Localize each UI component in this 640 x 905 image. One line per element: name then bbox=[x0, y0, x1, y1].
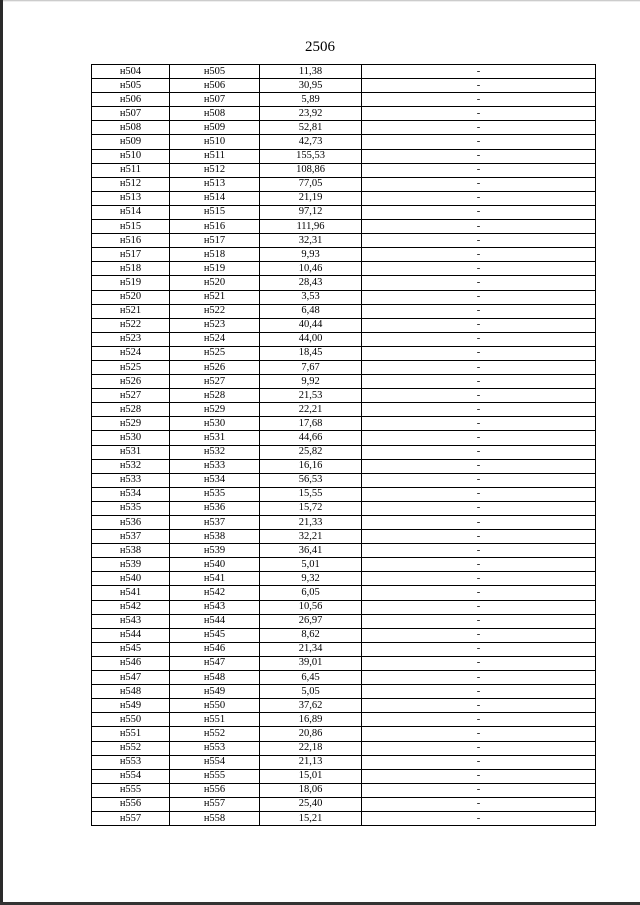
to-point-cell: н525 bbox=[170, 346, 260, 360]
from-point-cell: н524 bbox=[92, 346, 170, 360]
table-row bbox=[92, 600, 596, 614]
table-row bbox=[92, 741, 596, 755]
from-point-cell: н528 bbox=[92, 403, 170, 417]
note-cell: - bbox=[362, 403, 596, 417]
table-row bbox=[92, 755, 596, 769]
from-point-cell: н557 bbox=[92, 811, 170, 825]
from-point-cell: н507 bbox=[92, 107, 170, 121]
from-point-cell: н549 bbox=[92, 699, 170, 713]
to-point-cell: н509 bbox=[170, 121, 260, 135]
table-row bbox=[92, 262, 596, 276]
to-point-cell: н536 bbox=[170, 501, 260, 515]
length-cell: 32,31 bbox=[260, 234, 362, 248]
table-row bbox=[92, 431, 596, 445]
length-cell: 52,81 bbox=[260, 121, 362, 135]
note-cell: - bbox=[362, 516, 596, 530]
from-point-cell: н553 bbox=[92, 755, 170, 769]
length-cell: 111,96 bbox=[260, 220, 362, 234]
from-point-cell: н516 bbox=[92, 234, 170, 248]
from-point-cell: н509 bbox=[92, 135, 170, 149]
note-cell: - bbox=[362, 375, 596, 389]
table-row bbox=[92, 375, 596, 389]
note-cell: - bbox=[362, 389, 596, 403]
from-point-cell: н521 bbox=[92, 304, 170, 318]
to-point-cell: н538 bbox=[170, 530, 260, 544]
note-cell: - bbox=[362, 699, 596, 713]
table-row bbox=[92, 417, 596, 431]
note-cell: - bbox=[362, 713, 596, 727]
table-row bbox=[92, 614, 596, 628]
from-point-cell: н537 bbox=[92, 530, 170, 544]
length-cell: 25,82 bbox=[260, 445, 362, 459]
note-cell: - bbox=[362, 459, 596, 473]
note-cell: - bbox=[362, 656, 596, 670]
table-row bbox=[92, 642, 596, 656]
table-row bbox=[92, 459, 596, 473]
note-cell: - bbox=[362, 572, 596, 586]
to-point-cell: н542 bbox=[170, 586, 260, 600]
length-cell: 42,73 bbox=[260, 135, 362, 149]
note-cell: - bbox=[362, 741, 596, 755]
to-point-cell: н532 bbox=[170, 445, 260, 459]
from-point-cell: н536 bbox=[92, 516, 170, 530]
table-row bbox=[92, 530, 596, 544]
table-row bbox=[92, 811, 596, 825]
table-row bbox=[92, 797, 596, 811]
table-row bbox=[92, 290, 596, 304]
note-cell: - bbox=[362, 685, 596, 699]
from-point-cell: н517 bbox=[92, 248, 170, 262]
length-cell: 36,41 bbox=[260, 544, 362, 558]
from-point-cell: н529 bbox=[92, 417, 170, 431]
length-cell: 5,01 bbox=[260, 558, 362, 572]
length-cell: 5,89 bbox=[260, 93, 362, 107]
to-point-cell: н513 bbox=[170, 177, 260, 191]
note-cell: - bbox=[362, 107, 596, 121]
coordinates-table bbox=[91, 64, 596, 826]
to-point-cell: н543 bbox=[170, 600, 260, 614]
table-row bbox=[92, 473, 596, 487]
length-cell: 16,89 bbox=[260, 713, 362, 727]
from-point-cell: н522 bbox=[92, 318, 170, 332]
to-point-cell: н516 bbox=[170, 220, 260, 234]
from-point-cell: н526 bbox=[92, 375, 170, 389]
length-cell: 108,86 bbox=[260, 163, 362, 177]
length-cell: 15,01 bbox=[260, 769, 362, 783]
table-row bbox=[92, 360, 596, 374]
note-cell: - bbox=[362, 65, 596, 79]
from-point-cell: н504 bbox=[92, 65, 170, 79]
note-cell: - bbox=[362, 628, 596, 642]
table-row bbox=[92, 332, 596, 346]
table-row bbox=[92, 713, 596, 727]
from-point-cell: н518 bbox=[92, 262, 170, 276]
length-cell: 10,46 bbox=[260, 262, 362, 276]
note-cell: - bbox=[362, 811, 596, 825]
length-cell: 17,68 bbox=[260, 417, 362, 431]
to-point-cell: н522 bbox=[170, 304, 260, 318]
table-row bbox=[92, 501, 596, 515]
table-row bbox=[92, 586, 596, 600]
scan-edge-left bbox=[0, 0, 3, 905]
length-cell: 15,72 bbox=[260, 501, 362, 515]
from-point-cell: н515 bbox=[92, 220, 170, 234]
note-cell: - bbox=[362, 530, 596, 544]
note-cell: - bbox=[362, 177, 596, 191]
to-point-cell: н544 bbox=[170, 614, 260, 628]
table-row bbox=[92, 149, 596, 163]
note-cell: - bbox=[362, 544, 596, 558]
note-cell: - bbox=[362, 783, 596, 797]
length-cell: 20,86 bbox=[260, 727, 362, 741]
from-point-cell: н542 bbox=[92, 600, 170, 614]
length-cell: 18,45 bbox=[260, 346, 362, 360]
table-row bbox=[92, 107, 596, 121]
table-row bbox=[92, 79, 596, 93]
note-cell: - bbox=[362, 135, 596, 149]
table-row bbox=[92, 318, 596, 332]
length-cell: 97,12 bbox=[260, 205, 362, 219]
length-cell: 6,05 bbox=[260, 586, 362, 600]
table-body bbox=[92, 65, 596, 826]
length-cell: 21,13 bbox=[260, 755, 362, 769]
to-point-cell: н557 bbox=[170, 797, 260, 811]
to-point-cell: н508 bbox=[170, 107, 260, 121]
length-cell: 44,66 bbox=[260, 431, 362, 445]
to-point-cell: н555 bbox=[170, 769, 260, 783]
from-point-cell: н555 bbox=[92, 783, 170, 797]
to-point-cell: н531 bbox=[170, 431, 260, 445]
length-cell: 11,38 bbox=[260, 65, 362, 79]
from-point-cell: н514 bbox=[92, 205, 170, 219]
table-row bbox=[92, 276, 596, 290]
from-point-cell: н546 bbox=[92, 656, 170, 670]
from-point-cell: н520 bbox=[92, 290, 170, 304]
from-point-cell: н510 bbox=[92, 149, 170, 163]
note-cell: - bbox=[362, 121, 596, 135]
from-point-cell: н552 bbox=[92, 741, 170, 755]
length-cell: 28,43 bbox=[260, 276, 362, 290]
length-cell: 8,62 bbox=[260, 628, 362, 642]
to-point-cell: н506 bbox=[170, 79, 260, 93]
note-cell: - bbox=[362, 205, 596, 219]
table-row bbox=[92, 135, 596, 149]
from-point-cell: н525 bbox=[92, 360, 170, 374]
to-point-cell: н512 bbox=[170, 163, 260, 177]
note-cell: - bbox=[362, 586, 596, 600]
from-point-cell: н543 bbox=[92, 614, 170, 628]
to-point-cell: н548 bbox=[170, 671, 260, 685]
from-point-cell: н538 bbox=[92, 544, 170, 558]
to-point-cell: н515 bbox=[170, 205, 260, 219]
note-cell: - bbox=[362, 558, 596, 572]
length-cell: 18,06 bbox=[260, 783, 362, 797]
table-row bbox=[92, 65, 596, 79]
length-cell: 9,93 bbox=[260, 248, 362, 262]
to-point-cell: н533 bbox=[170, 459, 260, 473]
to-point-cell: н510 bbox=[170, 135, 260, 149]
length-cell: 5,05 bbox=[260, 685, 362, 699]
to-point-cell: н519 bbox=[170, 262, 260, 276]
to-point-cell: н554 bbox=[170, 755, 260, 769]
table-row bbox=[92, 234, 596, 248]
length-cell: 56,53 bbox=[260, 473, 362, 487]
to-point-cell: н547 bbox=[170, 656, 260, 670]
note-cell: - bbox=[362, 248, 596, 262]
table-row bbox=[92, 656, 596, 670]
note-cell: - bbox=[362, 671, 596, 685]
length-cell: 6,45 bbox=[260, 671, 362, 685]
from-point-cell: н544 bbox=[92, 628, 170, 642]
to-point-cell: н553 bbox=[170, 741, 260, 755]
note-cell: - bbox=[362, 473, 596, 487]
length-cell: 77,05 bbox=[260, 177, 362, 191]
table-row bbox=[92, 346, 596, 360]
to-point-cell: н537 bbox=[170, 516, 260, 530]
note-cell: - bbox=[362, 304, 596, 318]
length-cell: 21,19 bbox=[260, 191, 362, 205]
from-point-cell: н533 bbox=[92, 473, 170, 487]
from-point-cell: н519 bbox=[92, 276, 170, 290]
from-point-cell: н532 bbox=[92, 459, 170, 473]
from-point-cell: н534 bbox=[92, 487, 170, 501]
table-row bbox=[92, 389, 596, 403]
length-cell: 26,97 bbox=[260, 614, 362, 628]
from-point-cell: н551 bbox=[92, 727, 170, 741]
from-point-cell: н531 bbox=[92, 445, 170, 459]
table-row bbox=[92, 163, 596, 177]
note-cell: - bbox=[362, 262, 596, 276]
table-row bbox=[92, 628, 596, 642]
to-point-cell: н526 bbox=[170, 360, 260, 374]
to-point-cell: н534 bbox=[170, 473, 260, 487]
from-point-cell: н512 bbox=[92, 177, 170, 191]
note-cell: - bbox=[362, 191, 596, 205]
table-row bbox=[92, 487, 596, 501]
note-cell: - bbox=[362, 332, 596, 346]
note-cell: - bbox=[362, 727, 596, 741]
to-point-cell: н549 bbox=[170, 685, 260, 699]
from-point-cell: н508 bbox=[92, 121, 170, 135]
note-cell: - bbox=[362, 769, 596, 783]
to-point-cell: н517 bbox=[170, 234, 260, 248]
note-cell: - bbox=[362, 642, 596, 656]
from-point-cell: н547 bbox=[92, 671, 170, 685]
to-point-cell: н530 bbox=[170, 417, 260, 431]
table-row bbox=[92, 248, 596, 262]
table-row bbox=[92, 769, 596, 783]
length-cell: 6,48 bbox=[260, 304, 362, 318]
table-row bbox=[92, 516, 596, 530]
note-cell: - bbox=[362, 318, 596, 332]
to-point-cell: н556 bbox=[170, 783, 260, 797]
table-row bbox=[92, 671, 596, 685]
length-cell: 32,21 bbox=[260, 530, 362, 544]
length-cell: 22,18 bbox=[260, 741, 362, 755]
note-cell: - bbox=[362, 417, 596, 431]
note-cell: - bbox=[362, 234, 596, 248]
from-point-cell: н527 bbox=[92, 389, 170, 403]
to-point-cell: н541 bbox=[170, 572, 260, 586]
to-point-cell: н550 bbox=[170, 699, 260, 713]
length-cell: 9,92 bbox=[260, 375, 362, 389]
table-row bbox=[92, 685, 596, 699]
note-cell: - bbox=[362, 797, 596, 811]
length-cell: 39,01 bbox=[260, 656, 362, 670]
to-point-cell: н528 bbox=[170, 389, 260, 403]
note-cell: - bbox=[362, 79, 596, 93]
note-cell: - bbox=[362, 149, 596, 163]
to-point-cell: н540 bbox=[170, 558, 260, 572]
note-cell: - bbox=[362, 614, 596, 628]
to-point-cell: н520 bbox=[170, 276, 260, 290]
table-row bbox=[92, 558, 596, 572]
note-cell: - bbox=[362, 290, 596, 304]
to-point-cell: н507 bbox=[170, 93, 260, 107]
from-point-cell: н556 bbox=[92, 797, 170, 811]
note-cell: - bbox=[362, 360, 596, 374]
table-row bbox=[92, 205, 596, 219]
from-point-cell: н513 bbox=[92, 191, 170, 205]
length-cell: 16,16 bbox=[260, 459, 362, 473]
table-row bbox=[92, 177, 596, 191]
note-cell: - bbox=[362, 445, 596, 459]
to-point-cell: н546 bbox=[170, 642, 260, 656]
table-row bbox=[92, 727, 596, 741]
length-cell: 25,40 bbox=[260, 797, 362, 811]
length-cell: 23,92 bbox=[260, 107, 362, 121]
from-point-cell: н550 bbox=[92, 713, 170, 727]
to-point-cell: н552 bbox=[170, 727, 260, 741]
note-cell: - bbox=[362, 93, 596, 107]
from-point-cell: н545 bbox=[92, 642, 170, 656]
length-cell: 15,21 bbox=[260, 811, 362, 825]
to-point-cell: н514 bbox=[170, 191, 260, 205]
from-point-cell: н506 bbox=[92, 93, 170, 107]
note-cell: - bbox=[362, 755, 596, 769]
to-point-cell: н551 bbox=[170, 713, 260, 727]
length-cell: 7,67 bbox=[260, 360, 362, 374]
note-cell: - bbox=[362, 501, 596, 515]
to-point-cell: н511 bbox=[170, 149, 260, 163]
to-point-cell: н535 bbox=[170, 487, 260, 501]
length-cell: 21,34 bbox=[260, 642, 362, 656]
from-point-cell: н535 bbox=[92, 501, 170, 515]
note-cell: - bbox=[362, 163, 596, 177]
length-cell: 9,32 bbox=[260, 572, 362, 586]
length-cell: 3,53 bbox=[260, 290, 362, 304]
from-point-cell: н554 bbox=[92, 769, 170, 783]
page-number: 2506 bbox=[305, 39, 335, 55]
from-point-cell: н511 bbox=[92, 163, 170, 177]
table-row bbox=[92, 445, 596, 459]
table-row bbox=[92, 544, 596, 558]
from-point-cell: н540 bbox=[92, 572, 170, 586]
table-row bbox=[92, 304, 596, 318]
to-point-cell: н521 bbox=[170, 290, 260, 304]
note-cell: - bbox=[362, 220, 596, 234]
length-cell: 22,21 bbox=[260, 403, 362, 417]
from-point-cell: н541 bbox=[92, 586, 170, 600]
note-cell: - bbox=[362, 431, 596, 445]
scan-edge-top bbox=[0, 0, 640, 2]
table-row bbox=[92, 191, 596, 205]
length-cell: 40,44 bbox=[260, 318, 362, 332]
length-cell: 21,33 bbox=[260, 516, 362, 530]
length-cell: 30,95 bbox=[260, 79, 362, 93]
from-point-cell: н548 bbox=[92, 685, 170, 699]
table-row bbox=[92, 220, 596, 234]
length-cell: 44,00 bbox=[260, 332, 362, 346]
table-row bbox=[92, 699, 596, 713]
from-point-cell: н505 bbox=[92, 79, 170, 93]
length-cell: 155,53 bbox=[260, 149, 362, 163]
from-point-cell: н539 bbox=[92, 558, 170, 572]
from-point-cell: н523 bbox=[92, 332, 170, 346]
to-point-cell: н558 bbox=[170, 811, 260, 825]
to-point-cell: н523 bbox=[170, 318, 260, 332]
to-point-cell: н539 bbox=[170, 544, 260, 558]
table-row bbox=[92, 783, 596, 797]
to-point-cell: н518 bbox=[170, 248, 260, 262]
note-cell: - bbox=[362, 346, 596, 360]
note-cell: - bbox=[362, 276, 596, 290]
note-cell: - bbox=[362, 600, 596, 614]
to-point-cell: н529 bbox=[170, 403, 260, 417]
table-row bbox=[92, 93, 596, 107]
note-cell: - bbox=[362, 487, 596, 501]
table-row bbox=[92, 572, 596, 586]
to-point-cell: н545 bbox=[170, 628, 260, 642]
length-cell: 10,56 bbox=[260, 600, 362, 614]
length-cell: 21,53 bbox=[260, 389, 362, 403]
to-point-cell: н505 bbox=[170, 65, 260, 79]
to-point-cell: н524 bbox=[170, 332, 260, 346]
to-point-cell: н527 bbox=[170, 375, 260, 389]
length-cell: 37,62 bbox=[260, 699, 362, 713]
table-row bbox=[92, 121, 596, 135]
table-row bbox=[92, 403, 596, 417]
length-cell: 15,55 bbox=[260, 487, 362, 501]
from-point-cell: н530 bbox=[92, 431, 170, 445]
